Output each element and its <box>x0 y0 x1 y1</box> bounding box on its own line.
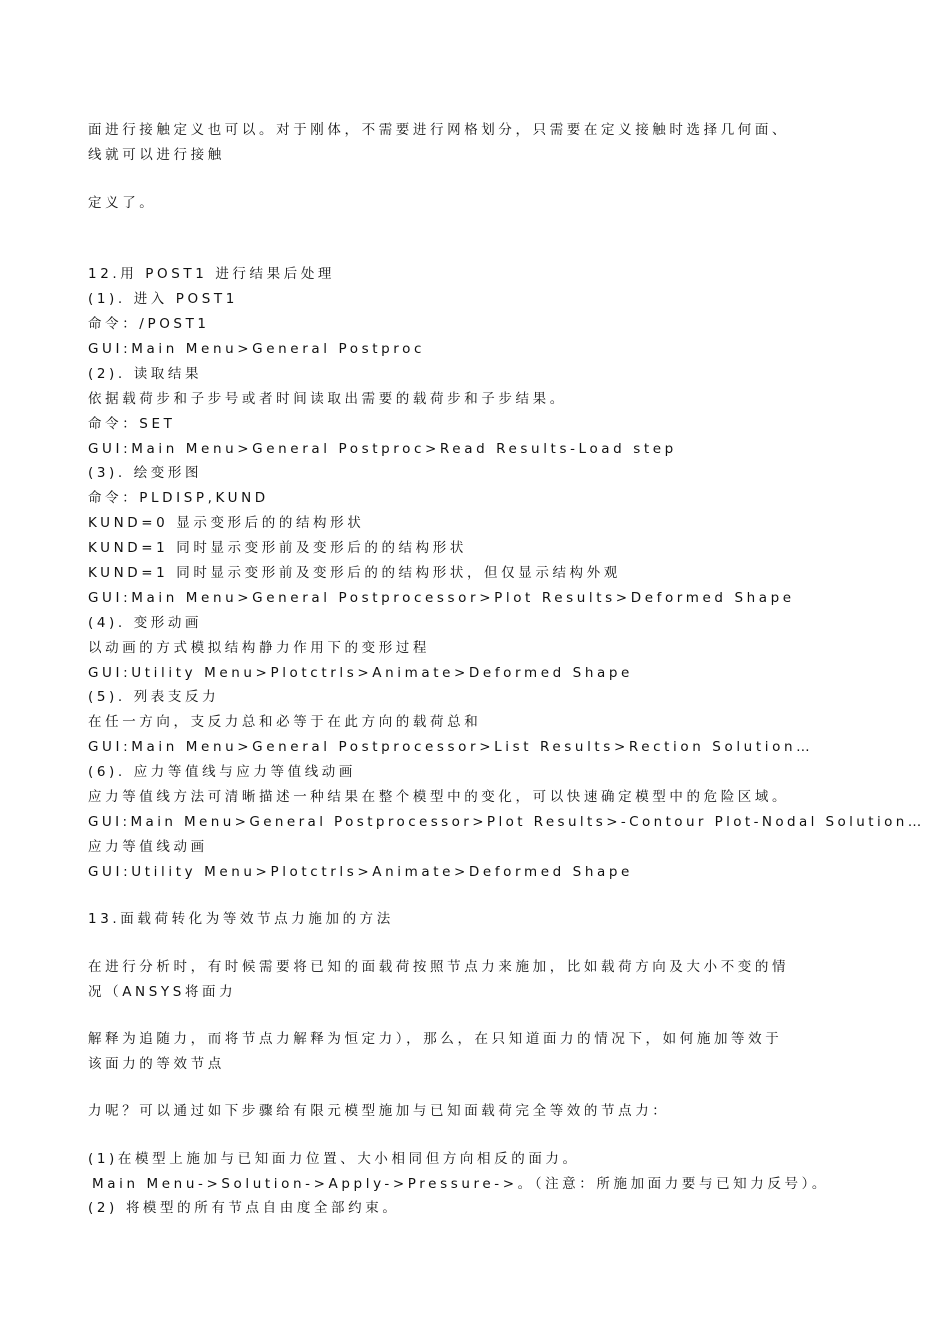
text-line: 命令：/POST1 <box>88 316 210 332</box>
text-line: 该面力的等效节点 <box>88 1056 225 1072</box>
text-line: (6). 应力等值线与应力等值线动画 <box>88 764 357 780</box>
text-line: KUND=0 显示变形后的的结构形状 <box>88 515 365 531</box>
text-line: KUND=1 同时显示变形前及变形后的的结构形状 <box>88 540 467 556</box>
text-line: 应力等值线动画 <box>88 839 208 855</box>
text-line: 解释为追随力，而将节点力解释为恒定力），那么，在只知道面力的情况下，如何施加等效于 <box>88 1031 783 1047</box>
text-line: GUI:Main Menu>General Postprocessor>Plot Results>-Contour Plot-Nodal Solution… <box>88 814 925 830</box>
text-line: (4). 变形动画 <box>88 615 203 631</box>
text-line: (1). 进入 POST1 <box>88 291 238 307</box>
text-line: GUI:Main Menu>General Postproc <box>88 341 426 357</box>
text-line: GUI:Main Menu>General Postprocessor>Plot Results>Deformed Shape <box>88 590 795 606</box>
text-line: (5). 列表支反力 <box>88 689 220 705</box>
text-line: Main Menu->Solution->Apply->Pressure->。（注意：所施加面力要与已知力反号）。 <box>92 1176 830 1192</box>
section-heading: 13.面载荷转化为等效节点力施加的方法 <box>88 911 394 927</box>
text-line: (2). 读取结果 <box>88 366 203 382</box>
text-line: (1)在模型上施加与已知面力位置、大小相同但方向相反的面力。 <box>88 1151 580 1167</box>
text-line: 在进行分析时，有时候需要将已知的面载荷按照节点力来施加，比如载荷方向及大小不变的情 <box>88 959 790 975</box>
text-line: 在任一方向，支反力总和必等于在此方向的载荷总和 <box>88 714 482 730</box>
text-line: 命令：PLDISP,KUND <box>88 490 269 506</box>
text-line: (2) 将模型的所有节点自由度全部约束。 <box>88 1200 400 1216</box>
text-line: (3). 绘变形图 <box>88 465 203 481</box>
text-line: GUI:Main Menu>General Postproc>Read Results-Load step <box>88 441 677 457</box>
text-line: 定义了。 <box>88 195 157 211</box>
section-heading: 12.用 POST1 进行结果后处理 <box>88 266 336 282</box>
text-line: 依据载荷步和子步号或者时间读取出需要的载荷步和子步结果。 <box>88 391 567 407</box>
text-line: GUI:Utility Menu>Plotctrls>Animate>Deformed Shape <box>88 665 633 681</box>
text-line: 力呢？可以通过如下步骤给有限元模型施加与已知面载荷完全等效的节点力： <box>88 1103 670 1119</box>
text-line: 面进行接触定义也可以。对于刚体，不需要进行网格划分，只需要在定义接触时选择几何面、 <box>88 122 790 138</box>
text-line: 线就可以进行接触 <box>88 147 225 163</box>
text-line: 以动画的方式模拟结构静力作用下的变形过程 <box>88 640 430 656</box>
text-line: GUI:Main Menu>General Postprocessor>List Results>Rection Solution… <box>88 739 814 755</box>
text-line: 况（ANSYS将面力 <box>88 984 237 1000</box>
text-line: 应力等值线方法可清晰描述一种结果在整个模型中的变化，可以快速确定模型中的危险区域。 <box>88 789 790 805</box>
text-line: 命令：SET <box>88 416 176 432</box>
text-line: GUI:Utility Menu>Plotctrls>Animate>Deformed Shape <box>88 864 633 880</box>
text-line: KUND=1 同时显示变形前及变形后的的结构形状，但仅显示结构外观 <box>88 565 621 581</box>
